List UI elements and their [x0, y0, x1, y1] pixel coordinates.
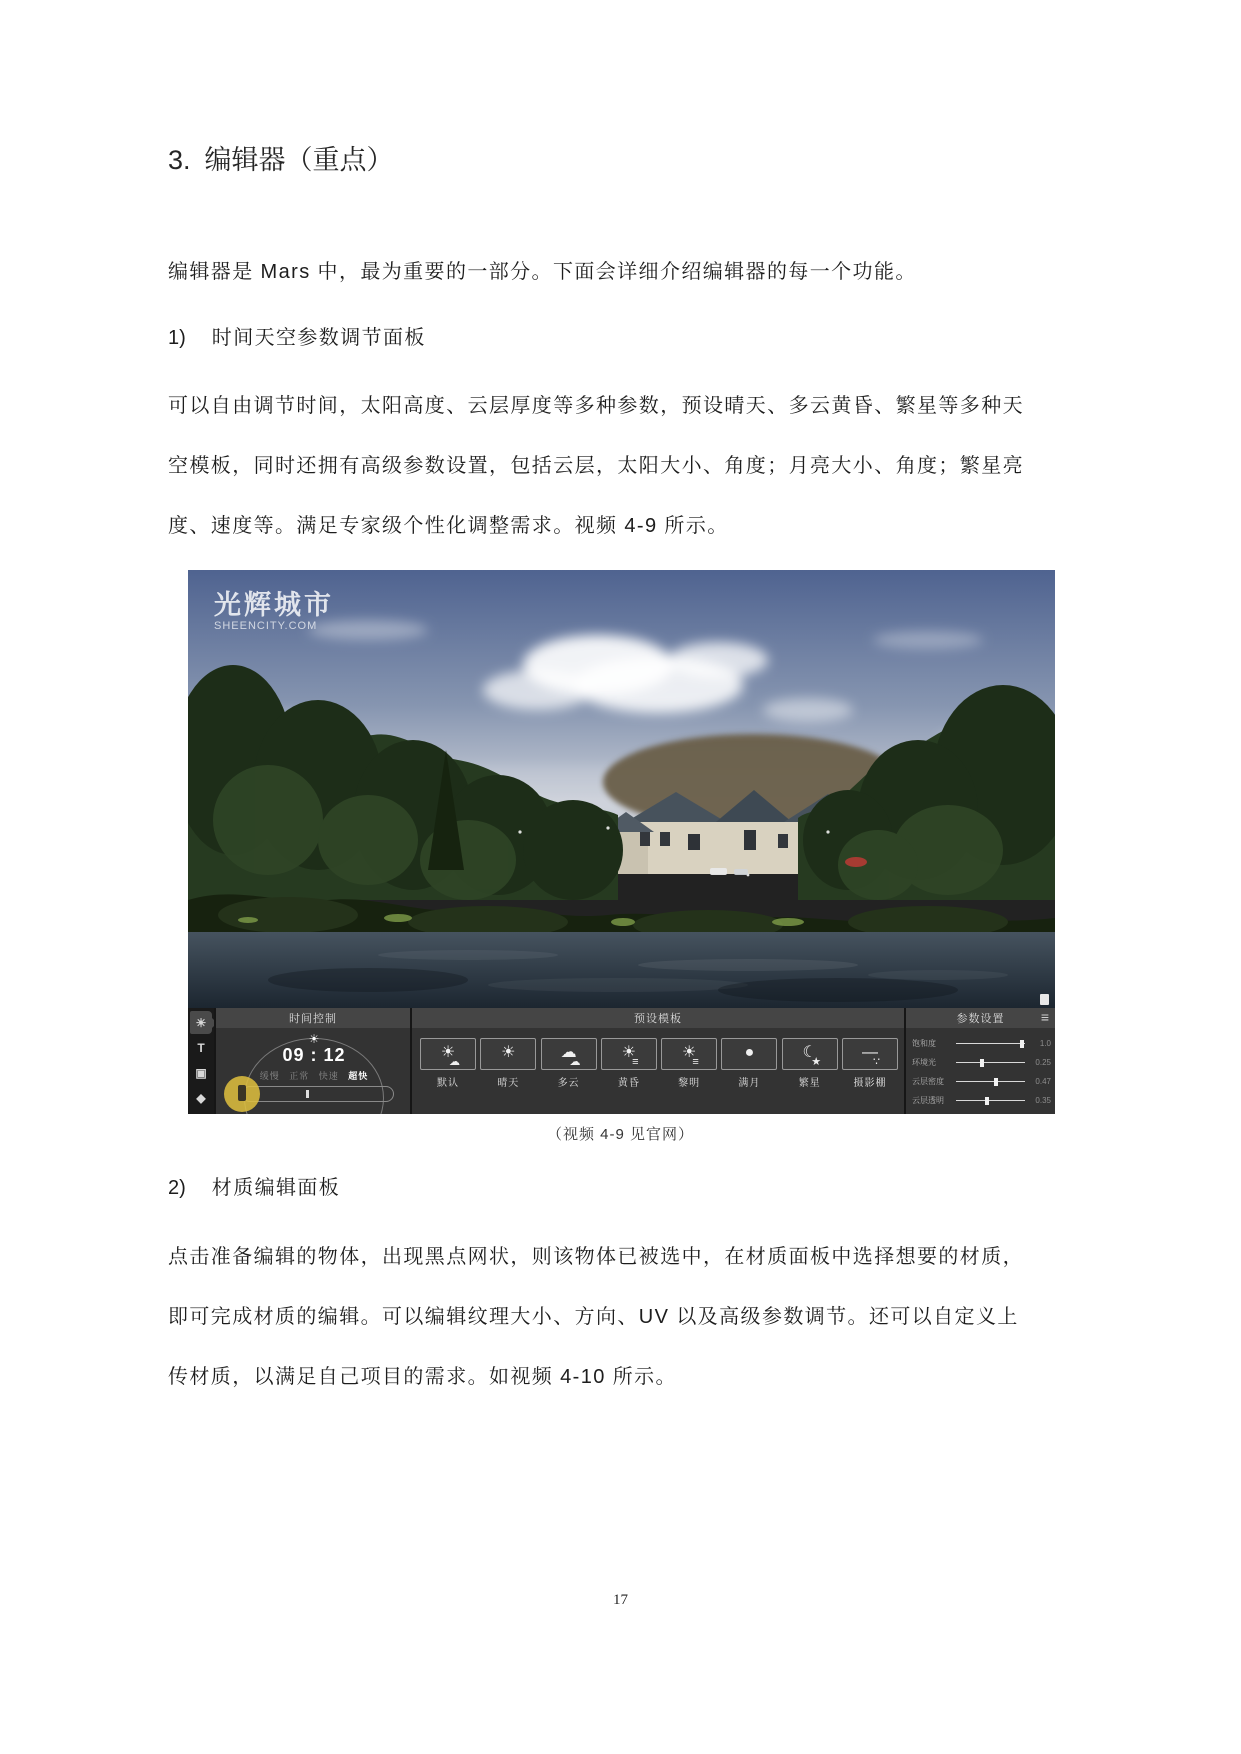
material-tool-icon	[190, 1061, 212, 1084]
preset-label: 晴天	[497, 1078, 520, 1089]
text-line: 可以自由调节时间，太阳高度、云层厚度等多种参数，预设晴天、多云黄昏、繁星等多种天	[168, 395, 1024, 417]
section-heading	[168, 140, 1074, 180]
speed-option: 缓慢	[259, 1071, 280, 1081]
param-row	[912, 1034, 1051, 1053]
page-number: 17	[613, 1592, 628, 1608]
preset-button	[480, 1038, 536, 1089]
preset-button	[721, 1038, 777, 1089]
paragraph-time-sky	[168, 376, 1074, 556]
preset-button	[782, 1038, 838, 1089]
text-line: 即可完成材质的编辑。可以编辑纹理大小、方向、UV 以及高级参数调节。还可以自定义上	[168, 1306, 1019, 1328]
menu-icon: ≡	[1040, 1009, 1050, 1025]
sunrise-icon: ☀ ≡	[661, 1038, 717, 1070]
sun-position-icon: ☀	[308, 1032, 320, 1046]
preset-button	[842, 1038, 898, 1089]
param-slider	[956, 1076, 1025, 1088]
parameter-settings-panel	[904, 1008, 1055, 1114]
full-moon-icon: ●	[721, 1038, 777, 1070]
sky-editor-toolbar	[188, 1008, 1055, 1114]
heading-title: 编辑器（重点）	[204, 145, 394, 175]
villa-scene-image	[188, 570, 1055, 1008]
param-rows	[912, 1034, 1051, 1110]
highlight-circle	[224, 1076, 260, 1112]
param-value: 0.25	[1035, 1058, 1051, 1067]
time-display: 09 : 12	[282, 1045, 346, 1065]
heading-number: 3.	[168, 145, 191, 175]
paragraph-material	[168, 1227, 1074, 1407]
list-item-2	[168, 1168, 1074, 1208]
params-panel-header: 参数设置 ≡	[906, 1008, 1055, 1028]
param-label: 饱和度	[912, 1039, 936, 1048]
param-slider	[956, 1038, 1025, 1050]
studio-light-icon: — ∵	[842, 1038, 898, 1070]
preset-label: 黄昏	[617, 1078, 640, 1089]
param-slider-handle	[1020, 1040, 1024, 1048]
time-slider-handle	[306, 1090, 309, 1098]
preset-button	[661, 1038, 717, 1089]
text-line: 空模板，同时还拥有高级参数设置，包括云层，太阳大小、角度；月亮大小、角度；繁星亮	[168, 455, 1024, 477]
preset-label: 默认	[437, 1078, 459, 1089]
text-icon: T	[197, 1040, 205, 1055]
param-label: 环境光	[912, 1058, 936, 1067]
text-tool-icon	[190, 1036, 212, 1059]
sky-tool-icon	[190, 1011, 212, 1034]
preset-label: 摄影棚	[853, 1078, 887, 1089]
param-row	[912, 1053, 1051, 1072]
param-row	[912, 1091, 1051, 1110]
watermark-title: 光辉城市	[214, 590, 334, 620]
sun-icon: ☀	[195, 1015, 207, 1030]
param-slider	[956, 1057, 1025, 1069]
sheencity-watermark	[214, 590, 334, 632]
param-slider-handle	[994, 1078, 998, 1086]
clouds-icon: ☁ ☁	[541, 1038, 597, 1070]
sun-behind-cloud-icon: ☀ ☁	[420, 1038, 476, 1070]
preset-label: 黎明	[678, 1078, 701, 1089]
preset-row	[420, 1038, 898, 1089]
model-tool-icon	[190, 1086, 212, 1109]
list-item-1	[168, 318, 1074, 358]
text-line: 传材质，以满足自己项目的需求。如视频 4-10 所示。	[168, 1366, 677, 1388]
param-value: 1.0	[1039, 1039, 1051, 1048]
time-panel-header: 时间控制	[216, 1008, 410, 1028]
param-slider-handle	[980, 1059, 984, 1067]
speed-option: 快速	[318, 1071, 339, 1081]
list-label: 材质编辑面板	[211, 1177, 341, 1199]
presets-panel-header: 预设模板	[412, 1008, 904, 1028]
speed-option-active: 超快	[348, 1071, 369, 1081]
speed-option: 正常	[289, 1071, 310, 1081]
figure-caption: （视频 4-9 见官网）	[546, 1126, 694, 1143]
param-label: 云层透明	[912, 1096, 944, 1105]
paragraph-intro: 编辑器是 Mars 中，最为重要的一部分。下面会详细介绍编辑器的每一个功能。	[168, 261, 917, 283]
material-icon: ▣	[195, 1065, 207, 1080]
preset-label: 繁星	[798, 1078, 821, 1089]
model-icon: ◆	[196, 1090, 206, 1105]
param-value: 0.35	[1035, 1096, 1051, 1105]
preset-label: 多云	[557, 1078, 580, 1089]
sun-icon: ☀	[480, 1038, 536, 1070]
text-line: 点击准备编辑的物体，出现黑点网状，则该物体已被选中，在材质面板中选择想要的材质，	[168, 1246, 1024, 1268]
param-slider	[956, 1095, 1025, 1107]
fullscreen-icon	[1040, 994, 1049, 1005]
preset-templates-panel	[410, 1008, 904, 1114]
list-marker: 1)	[168, 327, 186, 349]
tool-rail	[188, 1008, 214, 1114]
moon-stars-icon: ☾ ★	[782, 1038, 838, 1070]
figure-video-4-9	[188, 570, 1055, 1114]
text-line: 度、速度等。满足专家级个性化调整需求。视频 4-9 所示。	[168, 515, 729, 537]
param-label: 云层密度	[912, 1077, 944, 1086]
preset-button	[601, 1038, 657, 1089]
preset-label: 满月	[738, 1078, 761, 1089]
list-label: 时间天空参数调节面板	[211, 327, 426, 349]
time-slider	[242, 1086, 394, 1102]
preset-button	[420, 1038, 476, 1089]
sunset-icon: ☀ ≡	[601, 1038, 657, 1070]
param-value: 0.47	[1035, 1077, 1051, 1086]
time-control-panel	[214, 1008, 410, 1114]
param-row	[912, 1072, 1051, 1091]
param-slider-handle	[985, 1097, 989, 1105]
watermark-subtitle: SHEENCITY.COM	[214, 620, 318, 632]
list-marker: 2)	[168, 1177, 186, 1199]
preset-button	[541, 1038, 597, 1089]
